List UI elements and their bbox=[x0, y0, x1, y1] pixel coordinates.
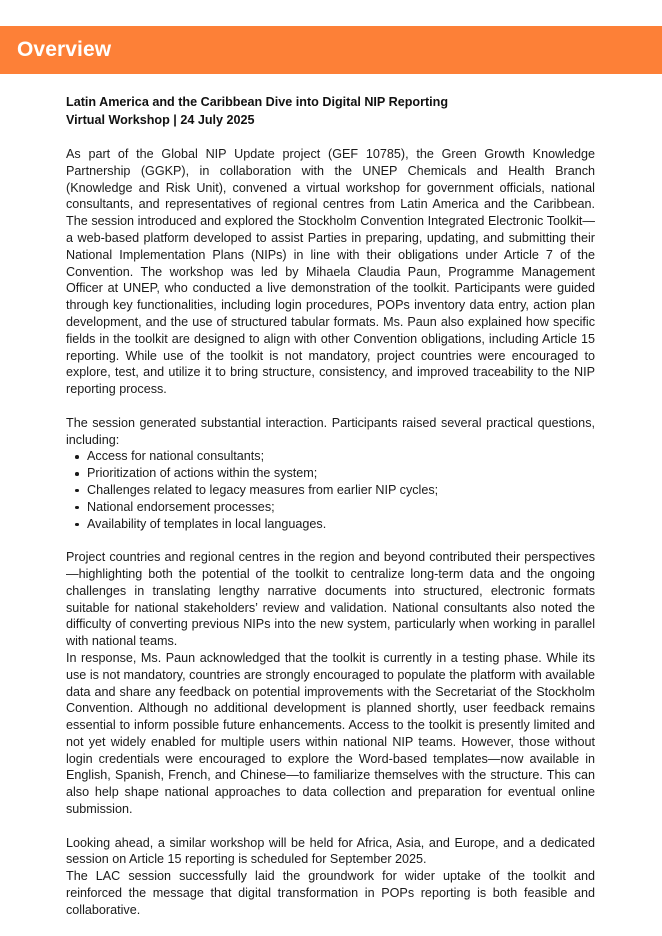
article-title: Latin America and the Caribbean Dive into Digital NIP Reporting bbox=[66, 95, 449, 109]
spacer bbox=[66, 818, 595, 835]
list-item bbox=[87, 448, 595, 465]
spacer bbox=[66, 398, 595, 415]
bullet-icon bbox=[75, 472, 79, 476]
list-item bbox=[87, 465, 595, 482]
paragraph-response: In response, Ms. Paun acknowledged that the toolkit is currently in a testing phase. While its use is not mandatory, countries are strongly encouraged to populate the platform with available data and share any feedback on potential improvements with the Secretariat of the Stockholm Convention. Although no additional development is planned shortly, user feedback remains essential to inform possible future enhancements. Access to the toolkit is presently limited and not yet widely enabled for multiple users within national NIP teams. However, those without login credentials were encouraged to explore the Word-based templates—now available in English, Spanish, French, and Chinese—to familiarize themselves with the structure. This can also help shape national approaches to data collection and preparation for eventual online submission. bbox=[66, 650, 595, 817]
article-subtitle: Virtual Workshop | 24 July 2025 bbox=[66, 113, 255, 127]
paragraph-intro: As part of the Global NIP Update project (GEF 10785), the Green Growth Knowledge Partnership (GGKP), in collaboration with the UNEP Chemicals and Health Branch (Knowledge and Risk Unit), convened a virtual workshop for government officials, national consultants, and representatives of regional centres from Latin America and the Caribbean. The session introduced and explored the Stockholm Convention Integrated Electronic Toolkit—a web-based platform developed to assist Parties in preparing, updating, and submitting their National Implementation Plans (NIPs) in line with their obligations under Article 7 of the Convention. The workshop was led by Mihaela Claudia Paun, Programme Management Officer at UNEP, who conducted a live demonstration of the toolkit. Participants were guided through key functionalities, including login procedures, POPs inventory data entry, action plan development, and the use of structured tabular formats. Ms. Paun also explained how specific fields in the toolkit are designed to align with other Convention obligations, including Article 15 reporting. While use of the toolkit is not mandatory, project countries were encouraged to explore, test, and utilize it to bring structure, consistency, and improved traceability to the NIP reporting process. bbox=[66, 147, 595, 397]
list-item bbox=[87, 516, 595, 533]
banner-title: Overview bbox=[17, 38, 112, 61]
list-item bbox=[87, 482, 595, 499]
list-item-text: Availability of templates in local languages. bbox=[87, 516, 327, 531]
overview-banner bbox=[0, 26, 662, 74]
article-content bbox=[66, 93, 595, 919]
list-item-text: Challenges related to legacy measures from earlier NIP cycles; bbox=[87, 482, 439, 497]
list-item-text: Prioritization of actions within the system; bbox=[87, 466, 318, 481]
list-item-text: Access for national consultants; bbox=[87, 449, 265, 464]
bullet-icon bbox=[75, 506, 79, 510]
list-item-text: National endorsement processes; bbox=[87, 499, 275, 514]
paragraph-conclusion: The LAC session successfully laid the groundwork for wider uptake of the toolkit and reinforced the message that digital transformation in POPs reporting is both feasible and collaborative. bbox=[66, 869, 595, 917]
spacer bbox=[66, 532, 595, 549]
questions-list bbox=[66, 448, 595, 532]
bullet-icon bbox=[75, 523, 79, 527]
bullet-icon bbox=[75, 489, 79, 493]
paragraph-perspectives: Project countries and regional centres in the region and beyond contributed their perspectives—highlighting both the potential of the toolkit to centralize long-term data and the ongoing challenges in translating lengthy narrative documents into structured, electronic formats suitable for national stakeholders’ review and validation. National consultants also noted the difficulty of converting previous NIPs into the new system, particularly when working in parallel with national teams. bbox=[66, 550, 595, 649]
list-item bbox=[87, 499, 595, 516]
paragraph-interaction: The session generated substantial interaction. Participants raised several practical questions, including: bbox=[66, 415, 595, 447]
article-header bbox=[66, 93, 595, 129]
bullet-icon bbox=[75, 455, 79, 459]
paragraph-looking-ahead: Looking ahead, a similar workshop will be held for Africa, Asia, and Europe, and a dedicated session on Article 15 reporting is scheduled for September 2025. bbox=[66, 835, 595, 867]
